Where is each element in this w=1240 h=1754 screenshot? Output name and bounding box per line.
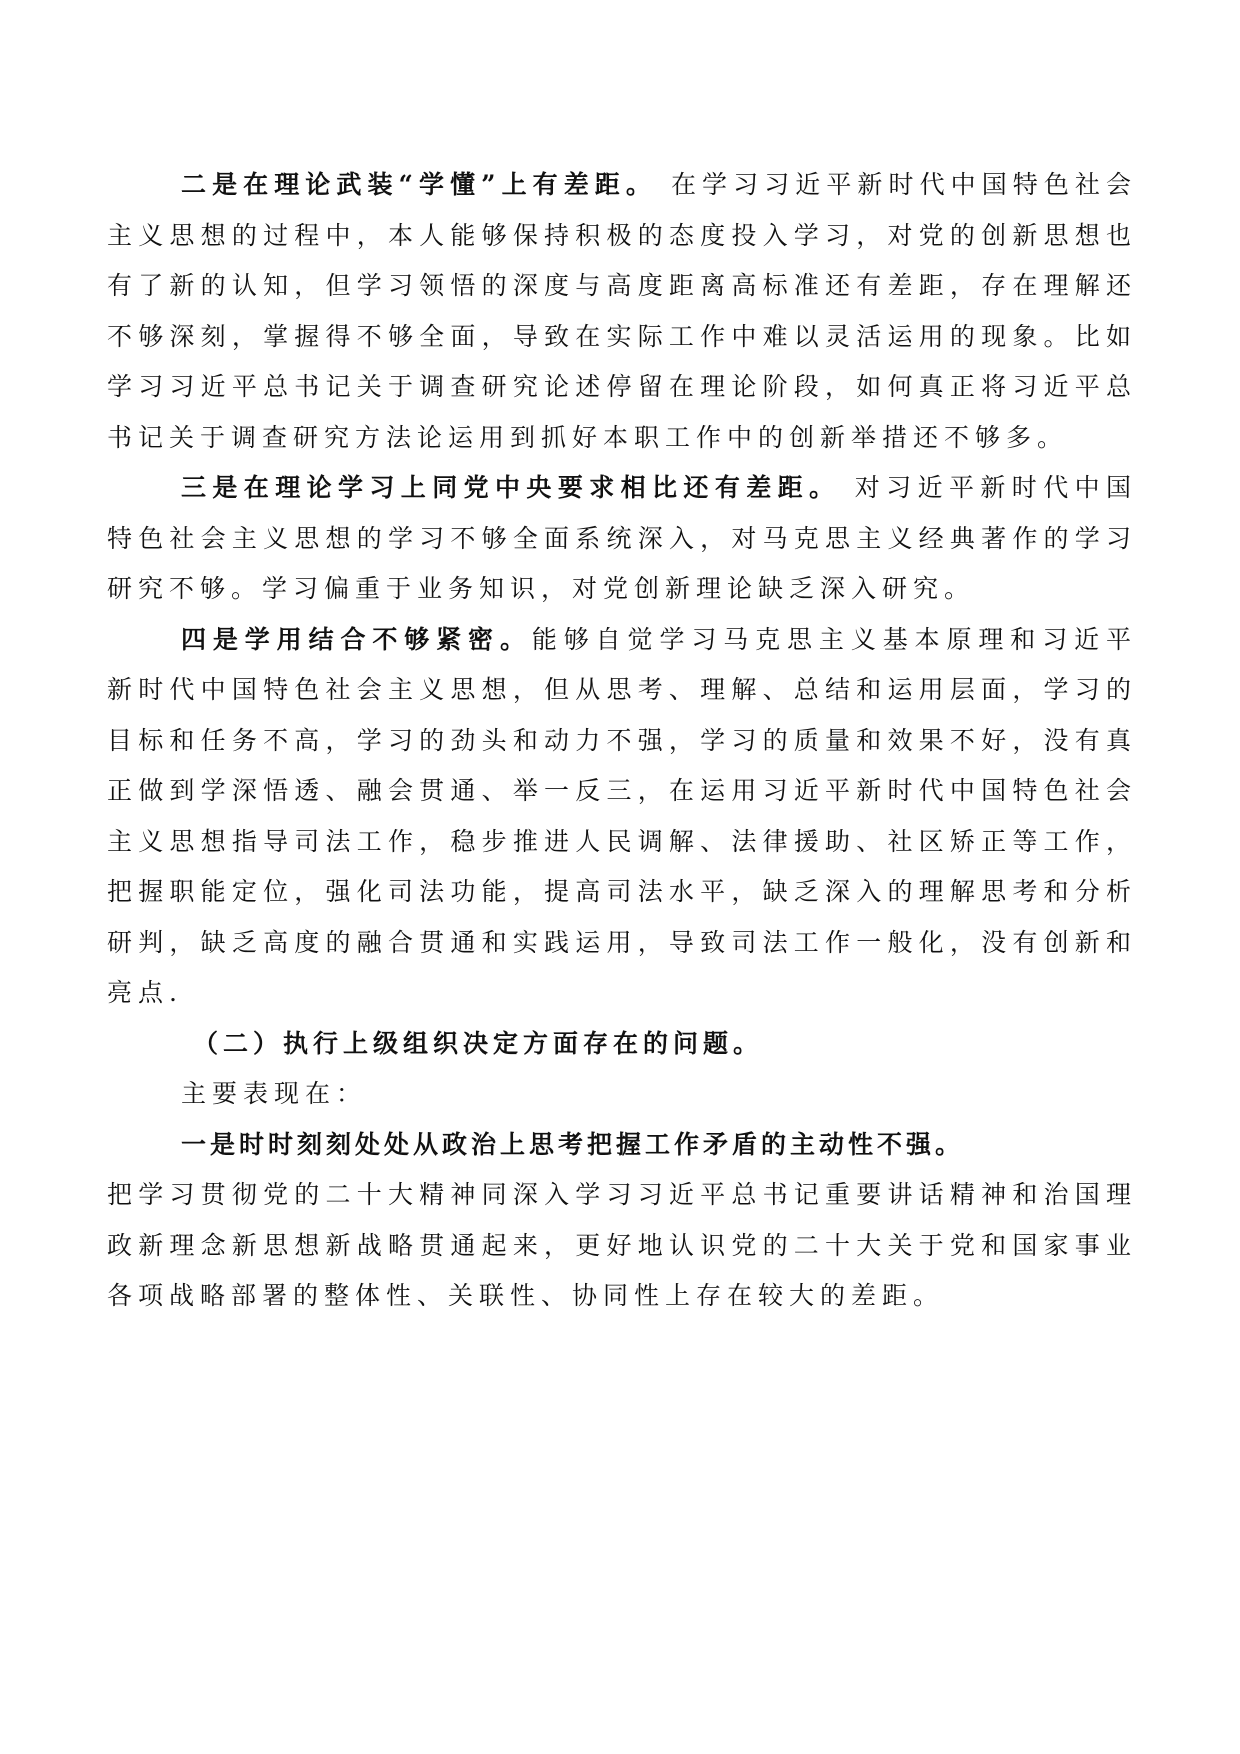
paragraph-study-application <box>107 615 1137 1019</box>
paragraph-text: 在学习习近平新时代中国特色社会主义思想的过程中，本人能够保持积极的态度投入学习，对党的创新思想也有了新的认知，但学习领悟的深度与高度距离高标准还有差距，存在理解还不够深刻，掌握得不够全面，导致在实际工作中难以灵活运用的现象。比如学习习近平总书记关于调查研究论述停留在理论阶段，如何真正将习近平总书记关于调查研究方法论运用到抓好本职工作中的创新举措还不够多。 <box>107 170 1138 452</box>
paragraph-lead: 四是学用结合不够紧密。 <box>181 624 532 654</box>
paragraph-lead: 二是在理论武装“学懂”上有差距。 <box>181 170 657 199</box>
paragraph-text: 能够自觉学习马克思主义基本原理和习近平新时代中国特色社会主义思想，但从思考、理解、总结和运用层面，学习的目标和任务不高，学习的劲头和动力不强，学习的质量和效果不好，没有真正做到学深悟透、融会贯通、举一反三，在运用习近平新时代中国特色社会主义思想指导司法工作，稳步推进人民调解、法律援助、社区矫正等工作，把握职能定位，强化司法功能，提高司法水平，缺乏深入的理解思考和分析研判，缺乏高度的融合贯通和实践运用，导致司法工作一般化，没有创新和亮点. <box>107 624 1137 1007</box>
paragraph-theory-understanding <box>107 160 1137 463</box>
point-one-text: 把学习贯彻党的二十大精神同深入学习习近平总书记重要讲话精神和治国理政新理念新思想新战略贯通起来，更好地认识党的二十大关于党和国家事业各项战略部署的整体性、关联性、协同性上存在较大的差距。 <box>107 1180 1137 1310</box>
paragraph-text: 对习近平新时代中国特色社会主义思想的学习不够全面系统深入，对马克思主义经典著作的学习研究不够。学习偏重于业务知识，对党创新理论缺乏深入研究。 <box>107 473 1137 603</box>
paragraph-theory-study <box>107 463 1137 615</box>
document-body <box>107 160 1137 1322</box>
section-heading: （二）执行上级组织决定方面存在的问题。 <box>193 1028 764 1058</box>
section-intro: 主要表现在： <box>181 1079 368 1108</box>
point-one-heading: 一是时时刻刻处处从政治上思考把握工作矛盾的主动性不强。 <box>181 1129 965 1159</box>
paragraph-lead: 三是在理论学习上同党中央要求相比还有差距。 <box>181 473 841 502</box>
